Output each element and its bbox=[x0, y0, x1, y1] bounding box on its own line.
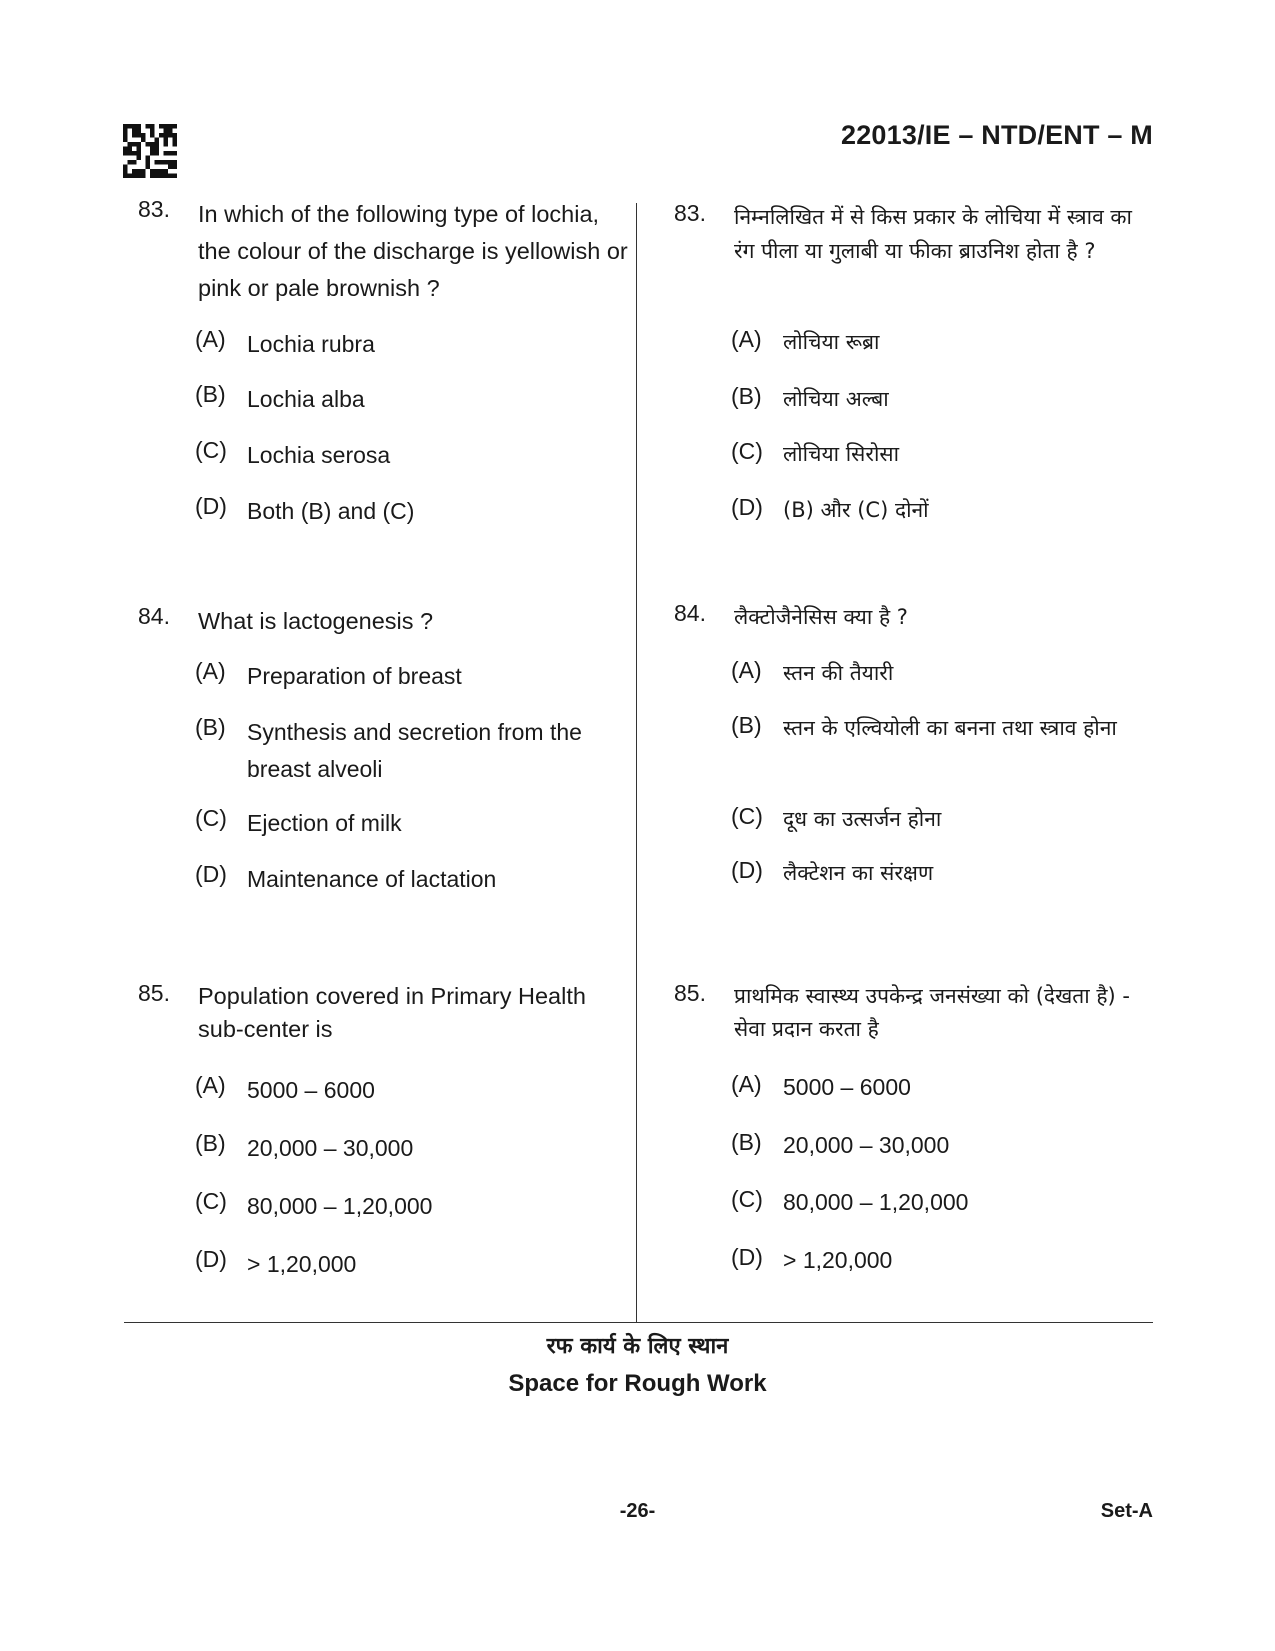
question-text: निम्नलिखित में से किस प्रकार के लोचिया में स्त्राव का रंग पीला या गुलाबी या फीका ब्राउनिश होता है ? bbox=[734, 205, 1132, 263]
question-number: 85. bbox=[138, 980, 170, 1006]
option-label: (D) bbox=[195, 861, 227, 887]
option-text: > 1,20,000 bbox=[783, 1247, 893, 1273]
question-number: 84. bbox=[138, 603, 170, 629]
option-text: 5000 – 6000 bbox=[247, 1077, 375, 1103]
option-text: लैक्टेशन का संरक्षण bbox=[783, 861, 934, 885]
rough-work-heading-hindi: रफ कार्य के लिए स्थान bbox=[546, 1334, 729, 1359]
hindi-column bbox=[674, 200, 1153, 1300]
qr-code bbox=[123, 124, 177, 178]
page-number: -26- bbox=[619, 1500, 656, 1522]
option-label: (A) bbox=[195, 658, 226, 684]
option-label: (A) bbox=[195, 326, 226, 352]
option-label: (C) bbox=[195, 805, 227, 831]
column-divider bbox=[636, 203, 637, 1323]
option-label: (B) bbox=[731, 383, 762, 409]
question-number: 85. bbox=[674, 980, 706, 1006]
option-text: Both (B) and (C) bbox=[247, 498, 415, 524]
option-text: 20,000 – 30,000 bbox=[247, 1135, 414, 1161]
option-text: Lochia rubra bbox=[247, 331, 375, 357]
option-label: (D) bbox=[731, 494, 763, 520]
option-text: Ejection of milk bbox=[247, 810, 402, 836]
option-label: (A) bbox=[731, 657, 762, 683]
option-text: Maintenance of lactation bbox=[247, 866, 497, 892]
option-text: Synthesis and secretion from the breast alveoli bbox=[247, 719, 582, 782]
paper-code: 22013/IE – NTD/ENT – M bbox=[840, 120, 1153, 150]
option-label: (B) bbox=[731, 1129, 762, 1155]
option-text: (B) और (C) दोनों bbox=[783, 498, 929, 522]
option-label: (C) bbox=[195, 1188, 227, 1214]
question-text: Population covered in Primary Health sub-center is bbox=[198, 983, 586, 1042]
option-text: 20,000 – 30,000 bbox=[783, 1132, 950, 1158]
option-label: (A) bbox=[731, 326, 762, 352]
option-label: (B) bbox=[195, 714, 226, 740]
bottom-rule bbox=[124, 1322, 1153, 1323]
question-text: लैक्टोजैनेसिस क्या है ? bbox=[734, 605, 908, 629]
option-text: लोचिया सिरोसा bbox=[783, 442, 900, 466]
option-label: (D) bbox=[195, 493, 227, 519]
option-label: (D) bbox=[731, 857, 763, 883]
rough-work-heading: Space for Rough Work bbox=[508, 1370, 767, 1397]
question-text: In which of the following type of lochia, the colour of the discharge is yellowish or pink or pale brownish ? bbox=[198, 201, 628, 301]
option-label: (B) bbox=[731, 712, 762, 738]
option-text: Lochia alba bbox=[247, 386, 365, 412]
option-text: लोचिया अल्बा bbox=[783, 387, 889, 411]
option-text: 80,000 – 1,20,000 bbox=[783, 1189, 969, 1215]
option-text: स्तन के एल्वियोली का बनना तथा स्त्राव होना bbox=[783, 716, 1117, 740]
set-label: Set-A bbox=[1100, 1500, 1153, 1522]
question-number: 83. bbox=[138, 196, 170, 222]
option-label: (A) bbox=[195, 1072, 226, 1098]
option-label: (A) bbox=[731, 1071, 762, 1097]
option-label: (C) bbox=[195, 437, 227, 463]
option-label: (B) bbox=[195, 381, 226, 407]
option-label: (D) bbox=[195, 1246, 227, 1272]
option-text: Lochia serosa bbox=[247, 442, 391, 468]
option-label: (C) bbox=[731, 803, 763, 829]
option-text: Preparation of breast bbox=[247, 663, 462, 689]
english-column bbox=[138, 196, 628, 1296]
option-label: (C) bbox=[731, 438, 763, 464]
option-label: (C) bbox=[731, 1186, 763, 1212]
question-number: 84. bbox=[674, 600, 706, 626]
question-text: What is lactogenesis ? bbox=[198, 608, 434, 634]
option-text: > 1,20,000 bbox=[247, 1251, 357, 1277]
option-text: 5000 – 6000 bbox=[783, 1074, 911, 1100]
question-number: 83. bbox=[674, 200, 706, 226]
option-text: दूध का उत्सर्जन होना bbox=[783, 807, 942, 831]
option-label: (B) bbox=[195, 1130, 226, 1156]
option-text: स्तन की तैयारी bbox=[783, 661, 894, 685]
option-text: 80,000 – 1,20,000 bbox=[247, 1193, 433, 1219]
option-label: (D) bbox=[731, 1244, 763, 1270]
option-text: लोचिया रूब्रा bbox=[783, 330, 880, 354]
question-text: प्राथमिक स्वास्थ्य उपकेन्द्र जनसंख्या को (देखता है) - सेवा प्रदान करता है bbox=[734, 984, 1130, 1041]
